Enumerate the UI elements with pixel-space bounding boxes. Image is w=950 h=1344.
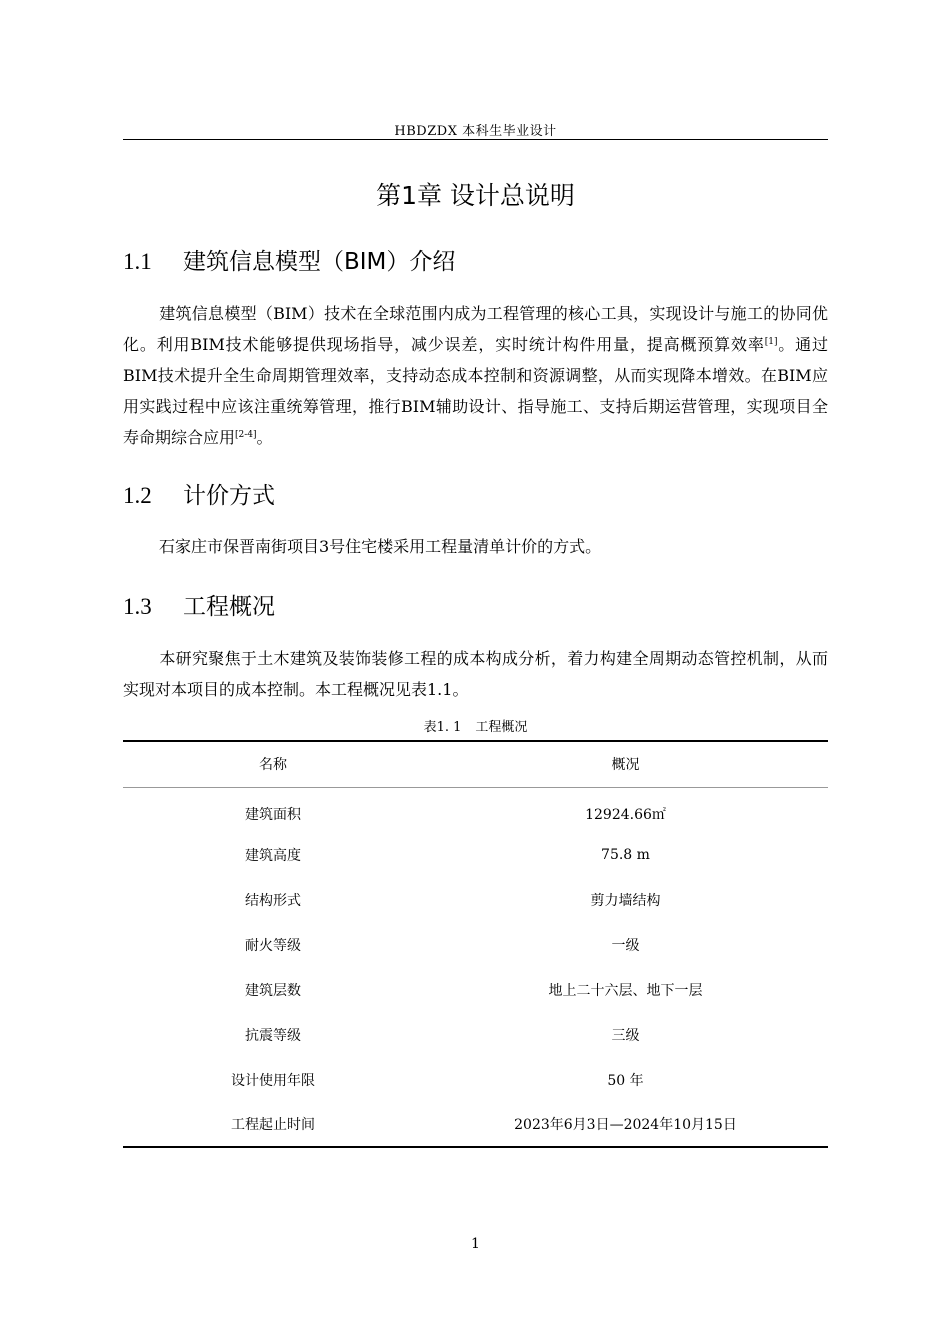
section-number: 1.2 <box>123 483 152 508</box>
page-number: 1 <box>471 1236 480 1252</box>
table-cell: 三级 <box>611 1027 640 1044</box>
header-rule <box>123 139 828 140</box>
running-header: HBDZDX 本科生毕业设计 <box>394 124 557 139</box>
table-header-row <box>123 741 828 787</box>
table-caption-title: 工程概况 <box>475 720 528 735</box>
table-cell: 工程起止时间 <box>123 1102 423 1147</box>
section-title: 工程概况 <box>183 594 275 620</box>
section-title: 计价方式 <box>183 483 275 509</box>
section-paragraph-1-3 <box>123 643 828 705</box>
table-cell: 结构形式 <box>245 892 301 909</box>
table-row <box>123 1057 828 1102</box>
section-heading-1-3 <box>123 588 275 621</box>
table-cell: 建筑高度 <box>245 847 301 864</box>
column-header: 概况 <box>423 741 828 787</box>
paragraph-text: 。 <box>256 428 273 447</box>
table-row <box>123 922 828 967</box>
overview-table <box>123 740 828 1148</box>
section-paragraph-1-2 <box>123 531 828 562</box>
table-row <box>123 1102 828 1147</box>
table-row <box>123 967 828 1012</box>
table-cell: 2023年6月3日—2024年10月15日 <box>423 1102 828 1147</box>
section-heading-1-2 <box>123 477 275 510</box>
table-cell: 50 年 <box>607 1072 644 1089</box>
chapter-title: 第1章 设计总说明 <box>376 181 575 210</box>
table-cell: 75.8 m <box>601 846 650 863</box>
table-cell: 一级 <box>611 937 640 954</box>
section-number: 1.3 <box>123 594 152 619</box>
table-cell: 剪力墙结构 <box>590 892 661 909</box>
table-row <box>123 877 828 922</box>
table-cell: 建筑层数 <box>245 982 301 999</box>
table-row <box>123 832 828 877</box>
table-caption <box>123 716 828 735</box>
paragraph-text: 石家庄市保晋南街项目3号住宅楼采用工程量清单计价的方式。 <box>159 537 602 556</box>
section-number: 1.1 <box>123 249 152 274</box>
column-header: 名称 <box>123 741 423 787</box>
table-cell: 耐火等级 <box>245 937 301 954</box>
table-cell: 设计使用年限 <box>231 1072 315 1089</box>
table-cell: 建筑面积 <box>245 806 301 823</box>
section-heading-1-1 <box>123 243 455 276</box>
citation-ref: [1] <box>764 337 778 347</box>
paragraph-text: 。通过BIM技术提升全生命周期管理效率，支持动态成本控制和资源调整，从而实现降本增效。在BIM应用实践过程中应该注重统筹管理，推行BIM辅助设计、指导施工、支持后期运营管理，实现项目全寿命期综合应用 <box>123 335 828 447</box>
paragraph-text: 建筑信息模型（BIM）技术在全球范围内成为工程管理的核心工具，实现设计与施工的协同优化。利用BIM技术能够提供现场指导，减少误差，实时统计构件用量，提高概预算效率 <box>123 304 828 354</box>
table-row <box>123 1012 828 1057</box>
table-cell: 抗震等级 <box>245 1027 301 1044</box>
section-paragraph-1-1 <box>123 298 828 453</box>
citation-ref: [2-4] <box>235 430 257 440</box>
paragraph-text: 本研究聚焦于土木建筑及装饰装修工程的成本构成分析，着力构建全周期动态管控机制，从而实现对本项目的成本控制。本工程概况见表1.1。 <box>123 649 828 699</box>
table-row <box>123 787 828 832</box>
table-caption-label: 表1. 1 <box>423 720 462 735</box>
table-cell: 12924.66㎡ <box>585 806 666 823</box>
table-cell: 地上二十六层、地下一层 <box>548 982 703 999</box>
section-title: 建筑信息模型（BIM）介绍 <box>183 249 456 275</box>
